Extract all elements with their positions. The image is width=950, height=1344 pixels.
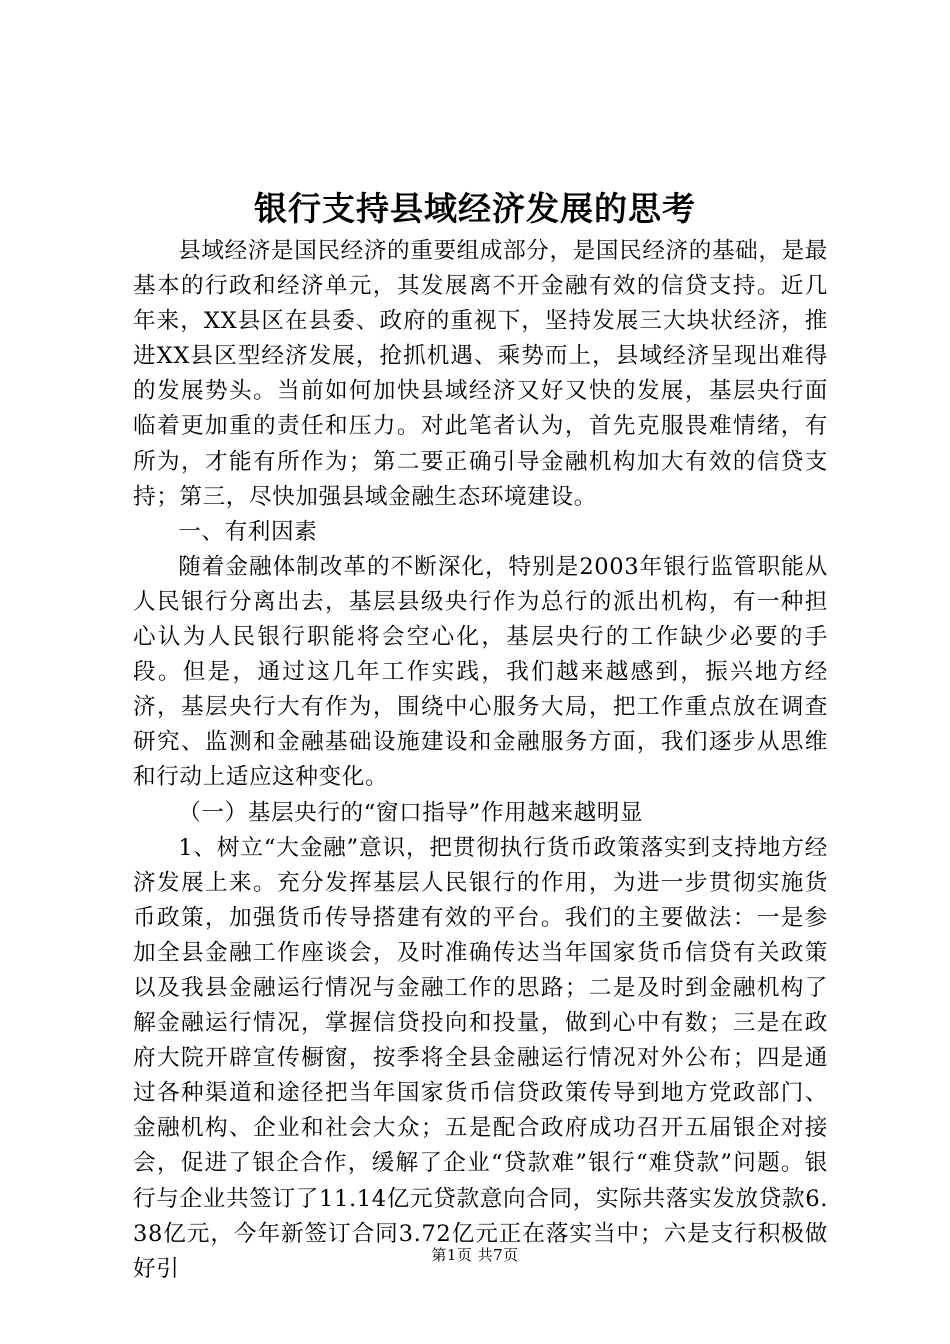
paragraph-big-finance: 1、树立“大金融”意识，把贯彻执行货币政策落实到支持地方经济发展上来。充分发挥基层人民银行的作用，为进一步贯彻实施货币政策，加强货币传导搭建有效的平台。我们的主要做法：一是参加全县金融工作座谈会，及时准确传达当年国家货币信贷有关政策以及我县金融运行情况与金融工作的思路；二是及时到金融机构了解金融运行情况，掌握信贷投向和投量，做到心中有数；三是在政府大院开辟宣传橱窗，按季将全县金融运行情况对外公布；四是通过各种渠道和途径把当年国家货币信贷政策传导到地方党政部门、金融机构、企业和社会大众；五是配合政府成功召开五届银企对接会，促进了银企合作，缓解了企业“贷款难”银行“难贷款”问题。银行与企业共签订了11.14亿元贷款意向合同，实际共落实发放贷款6.38亿元，今年新签订合同3.72亿元正在落实当中；六是支行积极做好引: [133, 834, 828, 1282]
section-heading-favorable-factors: 一、有利因素: [178, 518, 318, 545]
subsection-heading-window-guidance: （一）基层央行的“窗口指导”作用越来越明显: [178, 799, 644, 826]
paragraph-intro: 县域经济是国民经济的重要组成部分，是国民经济的基础，是最基本的行政和经济单元，其发展离不开金融有效的信贷支持。近几年来，XX县区在县委、政府的重视下，坚持发展三大块状经济，推进XX县区型经济发展，抢抓机遇、乘势而上，县域经济呈现出难得的发展势头。当前如何加快县域经济又好又快的发展，基层央行面临着更加重的责任和压力。对此笔者认为，首先克服畏难情绪，有所为，才能有所作为；第二要正确引导金融机构加大有效的信贷支持；第三，尽快加强县域金融生态环境建设。: [133, 238, 828, 510]
document-body: [133, 234, 828, 1287]
paragraph-reform: 随着金融体制改革的不断深化，特别是2003年银行监管职能从人民银行分离出去，基层县级央行作为总行的派出机构，有一种担心认为人民银行职能将会空心化，基层央行的工作缺少必要的手段。但是，通过这几年工作实践，我们越来越感到，振兴地方经济，基层央行大有作为，围绕中心服务大局，把工作重点放在调查研究、监测和金融基础设施建设和金融服务方面，我们逐步从思维和行动上适应这种变化。: [133, 553, 828, 791]
page-number-footer: 第1页 共7页: [431, 1246, 519, 1264]
document-title: 银行支持县域经济发展的思考: [254, 189, 696, 228]
